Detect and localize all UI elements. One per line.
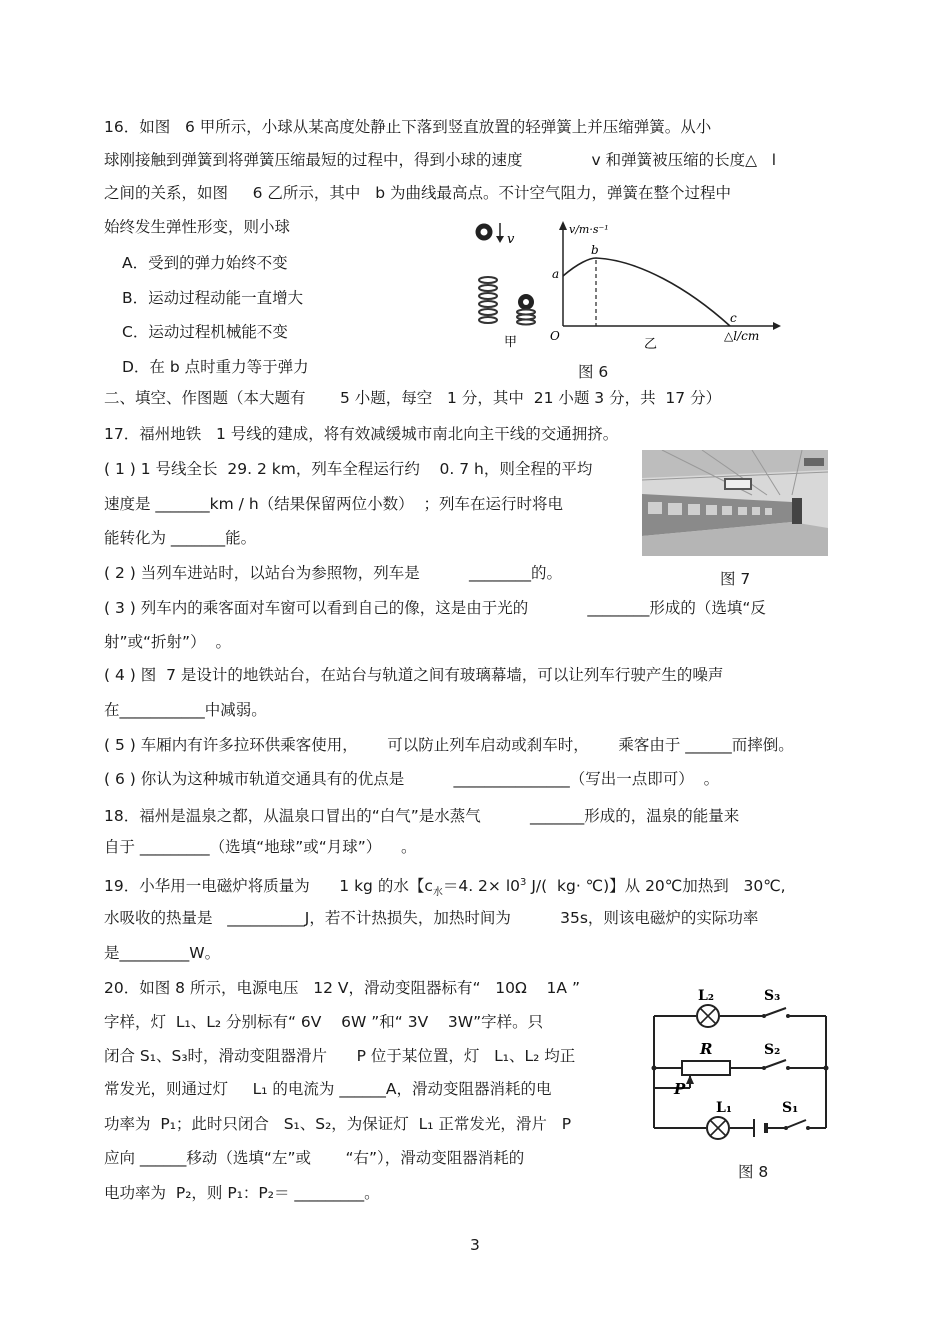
label-p: P [674,1080,686,1098]
ball-v-label: v [507,232,515,247]
figure-6-caption: 图 6 [578,363,609,381]
figure-8-circuit [646,978,836,1148]
spring [479,277,497,323]
q18-line1: 18．福州是温泉之都，从温泉口冒出的“白气”是水蒸气 _______形成的，温泉的能量来 [104,807,740,825]
q17-part3-line1: ( 3 ) 列车内的乘客面对车窗可以看到自己的像，这是由于光的 ________形成的（选填“反 [104,599,766,617]
q16-line4: 始终发生弹性形变，则小球 [104,218,291,236]
figure-6 [468,218,788,358]
q17-part1-line1: ( 1 ) 1 号线全长 29. 2 km，列车全程运行约 0. 7 h，则全程的平均 [104,460,593,478]
velocity-curve [563,258,730,326]
label-s3: S₃ [764,988,781,1004]
label-l2: L₂ [698,988,714,1004]
q20-line6: 应向 ______移动（选填“左”或 “右”），滑动变阻器消耗的 [104,1149,525,1167]
x-axis-label: △l/cm [724,329,760,343]
q17-intro: 17．福州地铁 1 号线的建成，将有效减缓城市南北向主干线的交通拥挤。 [104,425,619,443]
label-s1: S₁ [782,1100,799,1116]
velocity-arrowhead [496,236,504,243]
q20-line1: 20．如图 8 所示，电源电压 12 V，滑动变阻器标有“ 10Ω 1A ” [104,979,580,997]
q16-line2: 球刚接触到弹簧到将弹簧压缩最短的过程中，得到小球的速度 v 和弹簧被压缩的长度△ l [104,151,777,169]
figure-7-caption: 图 7 [720,570,751,588]
point-b: b [591,243,599,257]
rheostat-r [682,1061,730,1075]
q17-part5: ( 5 ) 车厢内有许多拉环供乘客使用， 可以防止列车启动或刹车时， 乘客由于 ______而摔倒。 [104,736,794,754]
q18-line2: 自于 _________（选填“地球”或“月球”） 。 [104,838,417,856]
page-number: 3 [470,1236,480,1254]
q17-part4-line1: ( 4 ) 图 7 是设计的地铁站台，在站台与轨道之间有玻璃幕墙，可以让列车行驶产生的噪声 [104,666,724,684]
q16-line1: 16．如图 6 甲所示，小球从某高度处静止下落到竖直放置的轻弹簧上并压缩弹簧。从小 [104,118,712,136]
label-s2: S₂ [764,1042,781,1058]
section-2-heading: 二、填空、作图题（本大题有 5 小题，每空 1 分，其中 21 小题 3 分，共 17 分） [104,389,722,407]
q17-part3-line2: 射”或“折射”） 。 [104,633,231,651]
q20-line3: 闭合 S₁、S₃时，滑动变阻器滑片 P 位于某位置，灯 L₁、L₂ 均正 [104,1047,576,1065]
point-c: c [730,311,737,325]
q19-line2: 水吸收的热量是 __________J，若不计热损失，加热时间为 35s，则该电磁炉的实际功率 [104,909,759,927]
q16-option-a: A．受到的弹力始终不变 [122,254,288,272]
label-l1: L₁ [716,1100,732,1116]
q19-line3: 是_________W。 [104,944,221,962]
q20-line4: 常发光，则通过灯 L₁ 的电流为 ______A，滑动变阻器消耗的电 [104,1080,552,1098]
q17-part1-line3: 能转化为 _______能。 [104,529,257,547]
q17-part6: ( 6 ) 你认为这种城市轨道交通具有的优点是 _______________（写出一点即可） 。 [104,770,720,788]
q20-line5: 功率为 P₁；此时只闭合 S₁、S₂，为保证灯 L₁ 正常发光，滑片 P [104,1115,572,1133]
q16-line3: 之间的关系，如图 6 乙所示，其中 b 为曲线最高点。不计空气阻力，弹簧在整个过程中 [104,184,731,202]
q17-part4-line2: 在___________中减弱。 [104,701,267,719]
circuit-wires [654,1008,826,1128]
slider-p [686,1075,694,1084]
q16-option-c: C．运动过程机械能不变 [122,323,288,341]
origin-o: O [550,329,560,343]
label-jia: 甲 [504,335,518,350]
point-a: a [552,267,560,281]
q20-line7: 电功率为 P₂，则 P₁：P₂＝ _________。 [104,1184,380,1202]
y-axis-label: v/m·s⁻¹ [569,223,609,236]
ball-highlight [481,229,488,236]
q17-part1-line2: 速度是 _______km / h（结果保留两位小数） ；列车在运行时将电 [104,495,564,513]
figure-7-subway-photo [642,450,828,556]
q16-option-b: B．运动过程动能一直增大 [122,289,304,307]
q16-option-d: D．在 b 点时重力等于弹力 [122,358,309,376]
q19-line1: 19．小华用一电磁炉将质量为 1 kg 的水【$c_水=4$. $2\times l0^3$ J/( kg· ℃)】从 20℃加热到 30℃, [104,876,786,899]
q17-part2: ( 2 ) 当列车进站时，以站台为参照物，列车是 ________的。 [104,564,563,582]
label-yi: 乙 [644,337,658,352]
figure-8-caption: 图 8 [738,1163,769,1181]
label-r: R [700,1040,713,1058]
compressed-spring [517,310,535,325]
q20-line2: 字样，灯 L₁、L₂ 分别标有“ 6V 6W ”和“ 3V 3W”字样。只 [104,1013,544,1031]
